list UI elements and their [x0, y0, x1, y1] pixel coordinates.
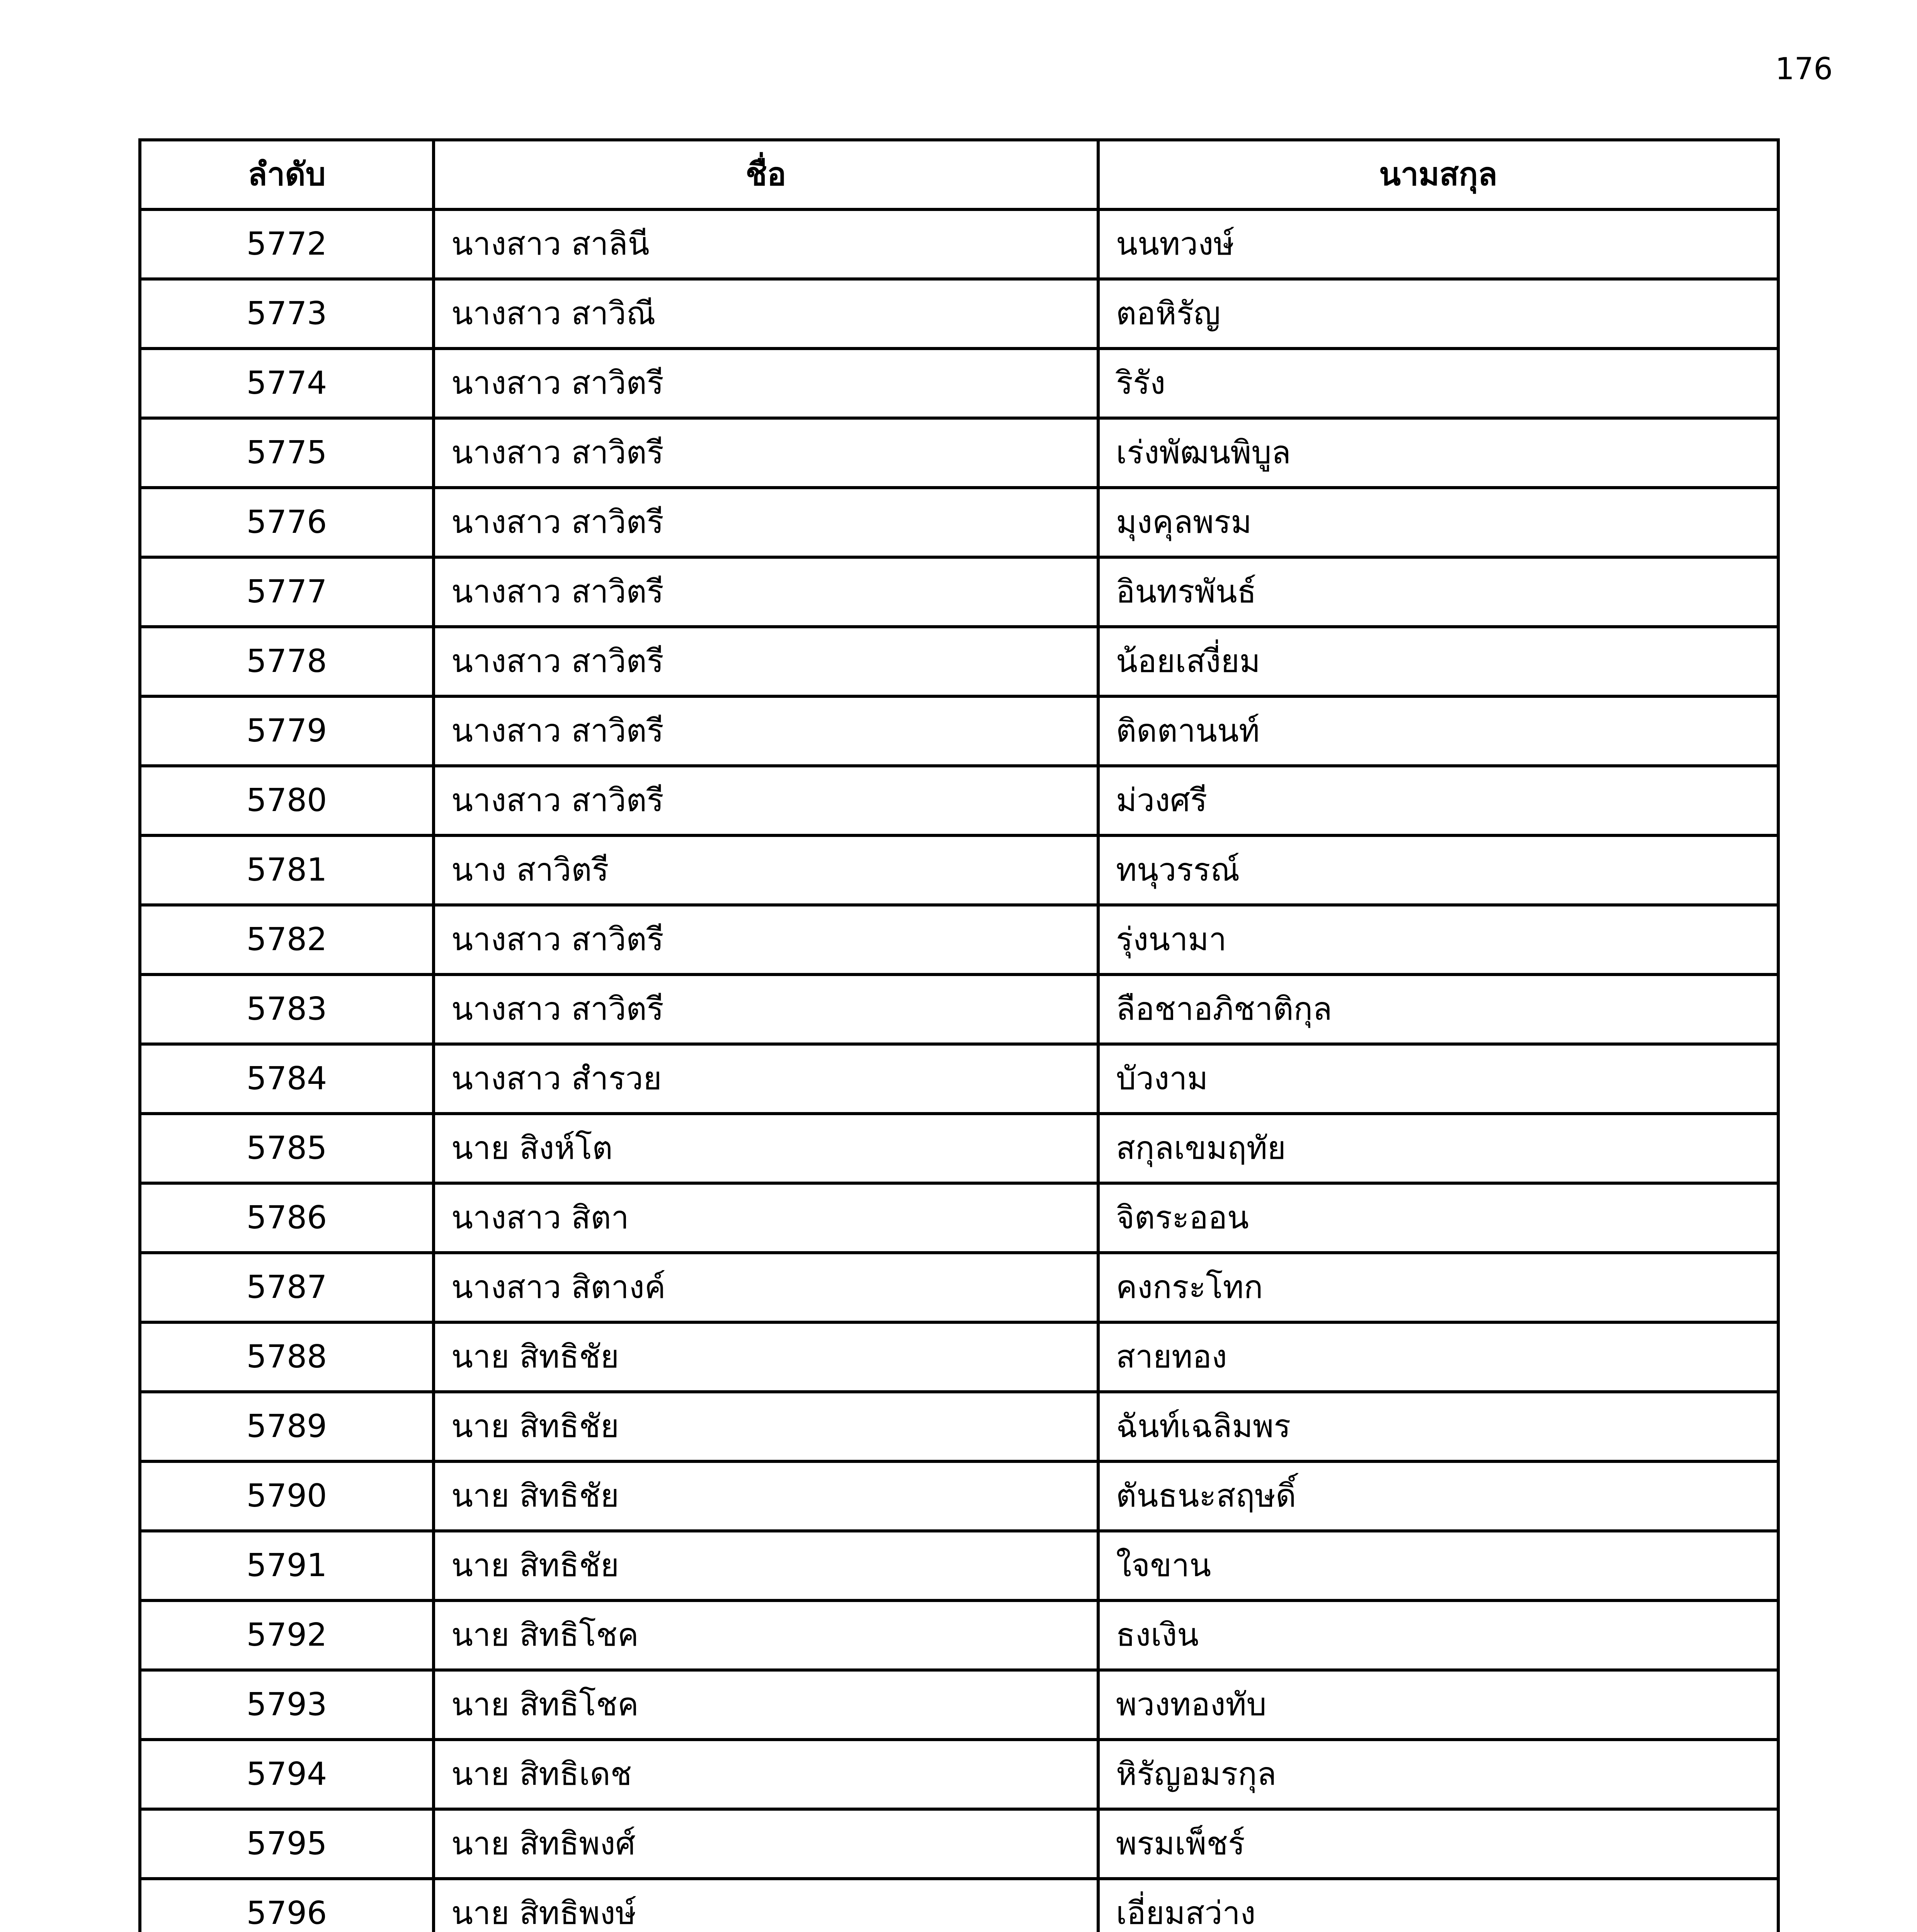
cell-order-no: 5778 [140, 627, 434, 696]
cell-order-no: 5781 [140, 835, 434, 905]
cell-surname: สายทอง [1098, 1322, 1778, 1392]
table-row [140, 975, 1778, 1044]
table-row [140, 279, 1778, 349]
cell-surname: พรมเพ็ชร์ [1098, 1809, 1778, 1879]
header-surname: นามสกุล [1098, 140, 1778, 209]
header-first-name: ชื่อ [434, 140, 1098, 209]
cell-first-name: นางสาว สาวิตรี [434, 975, 1098, 1044]
cell-surname: น้อยเสงี่ยม [1098, 627, 1778, 696]
cell-surname: ริรัง [1098, 349, 1778, 418]
cell-order-no: 5772 [140, 209, 434, 279]
table-row [140, 1253, 1778, 1322]
cell-first-name: นางสาว สาวิตรี [434, 766, 1098, 835]
table-row [140, 1044, 1778, 1114]
cell-first-name: นางสาว สาวิตรี [434, 488, 1098, 557]
cell-order-no: 5774 [140, 349, 434, 418]
cell-order-no: 5786 [140, 1183, 434, 1253]
table-row [140, 1740, 1778, 1809]
cell-order-no: 5785 [140, 1114, 434, 1183]
cell-first-name: นางสาว สิตางค์ [434, 1253, 1098, 1322]
table-row [140, 349, 1778, 418]
header-row [140, 140, 1778, 209]
cell-surname: อินทรพันธ์ [1098, 557, 1778, 627]
table-row [140, 1322, 1778, 1392]
cell-first-name: นางสาว สาวิตรี [434, 905, 1098, 975]
cell-first-name: นาย สิทธิพงษ์ [434, 1879, 1098, 1932]
cell-surname: ธงเงิน [1098, 1600, 1778, 1670]
cell-first-name: นาง สาวิตรี [434, 835, 1098, 905]
cell-first-name: นางสาว สำรวย [434, 1044, 1098, 1114]
table-row [140, 1114, 1778, 1183]
cell-surname: พวงทองทับ [1098, 1670, 1778, 1740]
cell-order-no: 5788 [140, 1322, 434, 1392]
cell-first-name: นาย สิงห์โต [434, 1114, 1098, 1183]
cell-first-name: นาย สิทธิเดช [434, 1740, 1098, 1809]
cell-surname: คงกระโทก [1098, 1253, 1778, 1322]
cell-order-no: 5775 [140, 418, 434, 488]
table-row [140, 1879, 1778, 1932]
cell-order-no: 5782 [140, 905, 434, 975]
table-row [140, 488, 1778, 557]
cell-order-no: 5790 [140, 1461, 434, 1531]
table-row [140, 1670, 1778, 1740]
cell-first-name: นาย สิทธิพงศ์ [434, 1809, 1098, 1879]
table-row [140, 1461, 1778, 1531]
cell-first-name: นางสาว สาวิตรี [434, 696, 1098, 766]
cell-order-no: 5779 [140, 696, 434, 766]
cell-first-name: นาย สิทธิชัย [434, 1392, 1098, 1461]
table-header [140, 140, 1778, 209]
cell-surname: ติดตานนท์ [1098, 696, 1778, 766]
cell-order-no: 5792 [140, 1600, 434, 1670]
cell-order-no: 5777 [140, 557, 434, 627]
cell-surname: ตันธนะสฤษดิ์ [1098, 1461, 1778, 1531]
header-order-no: ลำดับ [140, 140, 434, 209]
cell-first-name: นางสาว สาวิตรี [434, 418, 1098, 488]
cell-order-no: 5793 [140, 1670, 434, 1740]
cell-first-name: นางสาว สาวิณี [434, 279, 1098, 349]
cell-order-no: 5783 [140, 975, 434, 1044]
cell-surname: ตอหิรัญ [1098, 279, 1778, 349]
table-row [140, 627, 1778, 696]
cell-surname: ม่วงศรี [1098, 766, 1778, 835]
table-row [140, 1531, 1778, 1600]
cell-surname: สกุลเขมฤทัย [1098, 1114, 1778, 1183]
cell-order-no: 5791 [140, 1531, 434, 1600]
cell-order-no: 5796 [140, 1879, 434, 1932]
table-row [140, 1183, 1778, 1253]
table-row [140, 905, 1778, 975]
table-row [140, 835, 1778, 905]
table-row [140, 1392, 1778, 1461]
cell-order-no: 5784 [140, 1044, 434, 1114]
cell-first-name: นางสาว สาลินี [434, 209, 1098, 279]
roster-table [138, 138, 1780, 1932]
cell-order-no: 5776 [140, 488, 434, 557]
cell-order-no: 5795 [140, 1809, 434, 1879]
cell-surname: รุ่งนามา [1098, 905, 1778, 975]
cell-surname: ลือชาอภิชาติกุล [1098, 975, 1778, 1044]
table-row [140, 696, 1778, 766]
page-number: 176 [1775, 52, 1833, 87]
cell-order-no: 5780 [140, 766, 434, 835]
cell-first-name: นางสาว สาวิตรี [434, 627, 1098, 696]
cell-surname: บัวงาม [1098, 1044, 1778, 1114]
cell-first-name: นาย สิทธิโชค [434, 1670, 1098, 1740]
table-row [140, 1600, 1778, 1670]
cell-first-name: นางสาว สาวิตรี [434, 349, 1098, 418]
table-row [140, 418, 1778, 488]
cell-surname: นนทวงษ์ [1098, 209, 1778, 279]
table-row [140, 557, 1778, 627]
table-row [140, 209, 1778, 279]
cell-order-no: 5789 [140, 1392, 434, 1461]
cell-first-name: นางสาว สิตา [434, 1183, 1098, 1253]
cell-surname: มุงคุลพรม [1098, 488, 1778, 557]
cell-surname: จิตระออน [1098, 1183, 1778, 1253]
cell-first-name: นาย สิทธิชัย [434, 1322, 1098, 1392]
cell-surname: ใจขาน [1098, 1531, 1778, 1600]
cell-first-name: นาย สิทธิโชค [434, 1600, 1098, 1670]
cell-surname: เร่งพัฒนพิบูล [1098, 418, 1778, 488]
cell-surname: หิรัญอมรกุล [1098, 1740, 1778, 1809]
cell-order-no: 5787 [140, 1253, 434, 1322]
table-row [140, 766, 1778, 835]
table-body [140, 209, 1778, 1932]
cell-first-name: นางสาว สาวิตรี [434, 557, 1098, 627]
cell-order-no: 5773 [140, 279, 434, 349]
cell-surname: เอี่ยมสว่าง [1098, 1879, 1778, 1932]
cell-first-name: นาย สิทธิชัย [434, 1461, 1098, 1531]
table-row [140, 1809, 1778, 1879]
cell-first-name: นาย สิทธิชัย [434, 1531, 1098, 1600]
cell-order-no: 5794 [140, 1740, 434, 1809]
cell-surname: ทนุวรรณ์ [1098, 835, 1778, 905]
cell-surname: ฉันท์เฉลิมพร [1098, 1392, 1778, 1461]
